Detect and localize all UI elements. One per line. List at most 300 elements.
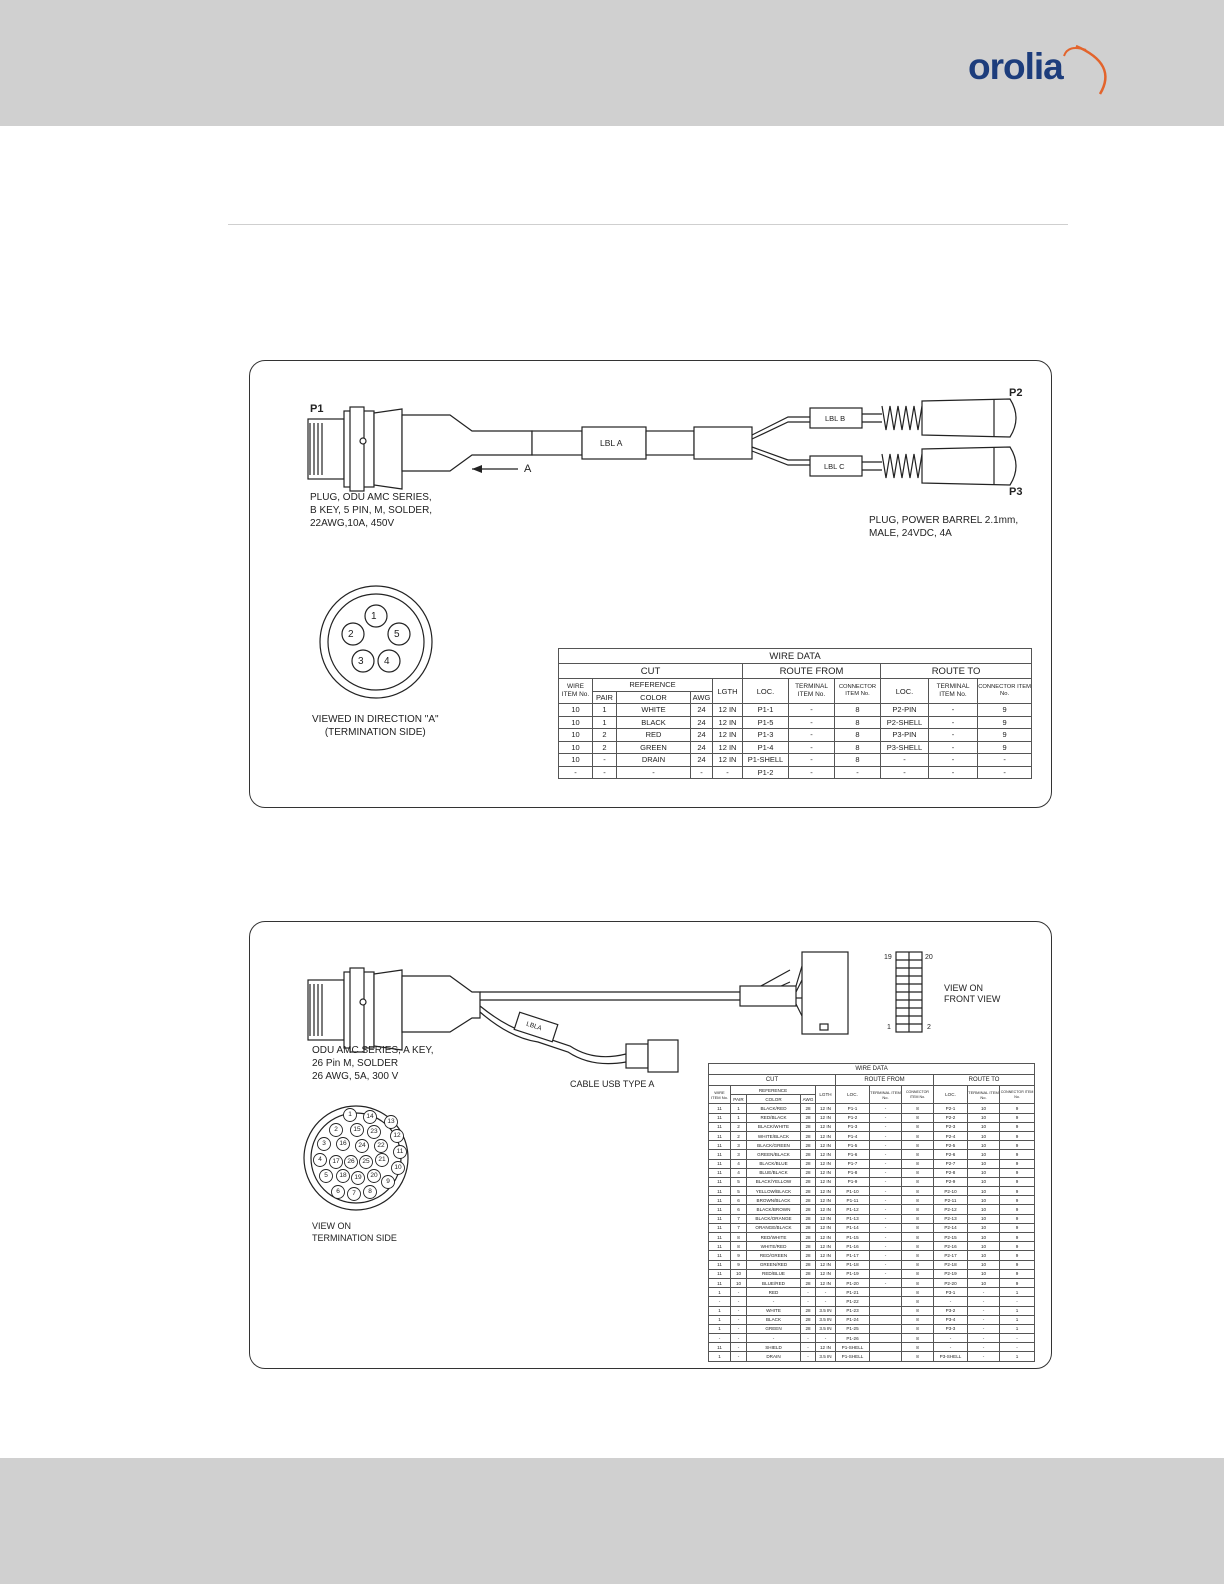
table-row (709, 1334, 1035, 1343)
table-cell: 10 (968, 1131, 1000, 1140)
table-cell: 8 (835, 741, 881, 754)
wire-item-header-2: WIRE ITEM No. (709, 1086, 731, 1104)
table-cell: 8 (902, 1177, 934, 1186)
table-row (709, 1122, 1035, 1131)
logo-swoosh-icon (968, 40, 1118, 100)
table-cell: P1-4 (836, 1131, 870, 1140)
table-cell: - (870, 1269, 902, 1278)
table-cell: P1-10 (836, 1187, 870, 1196)
table-row (709, 1269, 1035, 1278)
table-cell: 11 (709, 1122, 731, 1131)
table-cell: - (870, 1223, 902, 1232)
table-row (559, 766, 1032, 779)
table-cell: - (870, 1168, 902, 1177)
terminal-from-header: TERMINAL ITEM No. (789, 679, 835, 704)
table-cell: - (789, 716, 835, 729)
table-row (709, 1196, 1035, 1205)
table-cell: 8 (902, 1214, 934, 1223)
table-cell: 9 (1000, 1113, 1035, 1122)
pin-20-label: 20 (925, 954, 933, 961)
route-from-header-2: ROUTE FROM (836, 1075, 934, 1086)
table-cell: - (934, 1334, 968, 1343)
table-cell: 3 (731, 1150, 747, 1159)
table-cell: 28 (801, 1122, 816, 1131)
table-cell: 4 (731, 1159, 747, 1168)
table-cell: P2-12 (934, 1205, 968, 1214)
table-cell: 8 (835, 729, 881, 742)
table-cell: 12 IN (713, 754, 743, 767)
table-cell: - (713, 766, 743, 779)
table-cell: 24 (691, 754, 713, 767)
connector-to-header-2: CONNECTOR ITEM No. (1000, 1086, 1035, 1104)
table-row (709, 1223, 1035, 1232)
table-cell: P2-20 (934, 1278, 968, 1287)
table-cell: 9 (1000, 1269, 1035, 1278)
table-cell: 24 (691, 704, 713, 717)
table-row (709, 1177, 1035, 1186)
pin-1-label: 1 (371, 611, 377, 622)
table-cell: 1 (709, 1288, 731, 1297)
table-cell: 24 (691, 729, 713, 742)
pin-number-label: 9 (386, 1178, 390, 1185)
table-cell: 8 (835, 704, 881, 717)
table-cell: P1-15 (836, 1233, 870, 1242)
pin-number-label: 22 (377, 1142, 385, 1149)
table-cell: 1 (1000, 1324, 1035, 1333)
wire-data-title: WIRE DATA (559, 649, 1032, 664)
table-cell: 9 (978, 741, 1032, 754)
table-cell: SHIELD (747, 1343, 801, 1352)
table-cell: - (801, 1334, 816, 1343)
table-cell: - (968, 1352, 1000, 1361)
table-cell: P1-18 (836, 1260, 870, 1269)
table-cell: 8 (902, 1196, 934, 1205)
table-cell: 8 (902, 1324, 934, 1333)
table-cell (870, 1343, 902, 1352)
table-cell: GREEN (747, 1324, 801, 1333)
table-cell: P1-24 (836, 1315, 870, 1324)
table-cell: 8 (902, 1150, 934, 1159)
table-cell: 9 (978, 716, 1032, 729)
table-cell: P2-PIN (881, 704, 929, 717)
table-cell: 11 (709, 1141, 731, 1150)
pin-number-label: 2 (334, 1126, 338, 1133)
table-cell: - (881, 754, 929, 767)
table-cell: GREEN/RED (747, 1260, 801, 1269)
table-cell: P2-8 (934, 1168, 968, 1177)
table-cell: 10 (968, 1150, 1000, 1159)
wire-item-header: WIRE ITEM No. (559, 679, 593, 704)
table-cell: 9 (1000, 1214, 1035, 1223)
table-cell: GREEN (617, 741, 691, 754)
loc-from-header-2: LOC. (836, 1086, 870, 1104)
table-cell: 9 (978, 729, 1032, 742)
table-cell: - (870, 1233, 902, 1242)
table-cell: - (709, 1334, 731, 1343)
table-cell: WHITE/BLACK (747, 1131, 801, 1140)
lgth-header-2: LGTH (816, 1086, 836, 1104)
table-cell: 12 IN (816, 1122, 836, 1131)
pin-1-label-2: 1 (887, 1024, 891, 1031)
table-cell: DRAIN (747, 1352, 801, 1361)
table-cell: 8 (902, 1141, 934, 1150)
table-cell: - (870, 1196, 902, 1205)
table-cell: 1 (1000, 1288, 1035, 1297)
table-cell: P1-7 (836, 1159, 870, 1168)
table-cell: 11 (709, 1214, 731, 1223)
table-cell: 24 (691, 716, 713, 729)
table-cell: - (870, 1251, 902, 1260)
table-cell: 8 (902, 1104, 934, 1113)
table-cell: 1 (709, 1306, 731, 1315)
table-cell: 28 (801, 1278, 816, 1287)
table-cell: P2-2 (934, 1113, 968, 1122)
table-cell: - (870, 1187, 902, 1196)
table-cell: 11 (709, 1168, 731, 1177)
table-cell: 12 IN (713, 741, 743, 754)
table-cell: GREEN/BLACK (747, 1150, 801, 1159)
plug-p1-caption: PLUG, ODU AMC SERIES, B KEY, 5 PIN, M, SOLDER, 22AWG,10A, 450V (310, 492, 433, 529)
table-cell: WHITE (617, 704, 691, 717)
table-cell: - (934, 1343, 968, 1352)
table-cell: - (731, 1343, 747, 1352)
table-cell: P1-9 (836, 1177, 870, 1186)
table-cell: 6 (731, 1205, 747, 1214)
table-cell: 10 (968, 1278, 1000, 1287)
table-cell: 12 IN (816, 1141, 836, 1150)
table-cell: 10 (968, 1113, 1000, 1122)
table-cell: 1 (1000, 1352, 1035, 1361)
pin-number-label: 6 (336, 1188, 340, 1195)
table-cell: P1-13 (836, 1214, 870, 1223)
page-header-band (0, 0, 1224, 126)
table-row (709, 1233, 1035, 1242)
table-cell: 10 (968, 1196, 1000, 1205)
table-cell: DRAIN (617, 754, 691, 767)
table-cell: BROWN/BLACK (747, 1196, 801, 1205)
table-cell: - (929, 704, 978, 717)
table-cell: - (617, 766, 691, 779)
table-cell: - (593, 766, 617, 779)
table-cell: 10 (731, 1278, 747, 1287)
connector-to-header: CONNECTOR ITEM No. (978, 679, 1032, 704)
table-cell: - (731, 1334, 747, 1343)
table-cell: 10 (968, 1260, 1000, 1269)
table-cell: 8 (902, 1122, 934, 1131)
table-cell: - (801, 1343, 816, 1352)
table-cell: 28 (801, 1168, 816, 1177)
direction-a-label: A (524, 463, 532, 475)
table-cell: 9 (1000, 1122, 1035, 1131)
table-cell: - (747, 1334, 801, 1343)
table-row (709, 1260, 1035, 1269)
table-cell: P2-11 (934, 1196, 968, 1205)
pin-number-label: 14 (366, 1113, 374, 1120)
table-cell: 9 (731, 1260, 747, 1269)
table-cell: P3-SHELL (934, 1352, 968, 1361)
table-cell: 10 (968, 1187, 1000, 1196)
table-cell (870, 1297, 902, 1306)
table-cell: - (978, 766, 1032, 779)
table-cell: P1-SHELL (836, 1352, 870, 1361)
table-row (709, 1306, 1035, 1315)
table-cell: 8 (731, 1242, 747, 1251)
table-cell: 3.5 IN (816, 1324, 836, 1333)
table-cell: - (929, 754, 978, 767)
table-cell: P2-7 (934, 1159, 968, 1168)
table-cell: P2-18 (934, 1260, 968, 1269)
view-direction-caption: VIEWED IN DIRECTION "A" (TERMINATION SIDE) (312, 714, 439, 738)
awg-header: AWG (691, 691, 713, 704)
table-cell: BLACK/ORANGE (747, 1214, 801, 1223)
table-cell: 12 IN (816, 1214, 836, 1223)
table-row (709, 1214, 1035, 1223)
table-cell: - (1000, 1297, 1035, 1306)
table-cell: 9 (1000, 1104, 1035, 1113)
table-cell: P1-5 (836, 1141, 870, 1150)
table-cell: 28 (801, 1177, 816, 1186)
table-cell: 8 (902, 1242, 934, 1251)
table-cell (870, 1334, 902, 1343)
connector-p2-label: P2 (1009, 387, 1023, 399)
table-cell: 10 (968, 1159, 1000, 1168)
table-cell: RED/BLACK (747, 1113, 801, 1122)
table-cell (870, 1324, 902, 1333)
reference-header-2: REFERENCE (731, 1086, 816, 1095)
table-cell: 12 IN (816, 1104, 836, 1113)
table-cell: - (789, 729, 835, 742)
table-cell: P2-4 (934, 1131, 968, 1140)
table-cell: 12 IN (816, 1242, 836, 1251)
table-cell: - (934, 1297, 968, 1306)
logo-wordmark: orolia (968, 46, 1063, 87)
table-cell: 8 (902, 1343, 934, 1352)
table-cell: 28 (801, 1159, 816, 1168)
table-cell: - (968, 1324, 1000, 1333)
table-cell: WHITE (747, 1306, 801, 1315)
table-cell: 28 (801, 1141, 816, 1150)
pin-number-label: 19 (354, 1174, 362, 1181)
color-header-2: COLOR (747, 1095, 801, 1104)
pin-number-label: 11 (396, 1148, 404, 1155)
table-cell: 8 (835, 754, 881, 767)
table-row (709, 1141, 1035, 1150)
table-cell: - (731, 1306, 747, 1315)
table-cell: P2-1 (934, 1104, 968, 1113)
table-cell: 10 (559, 741, 593, 754)
table-row (709, 1242, 1035, 1251)
table-cell: 1 (731, 1104, 747, 1113)
pin-number-label: 1 (348, 1111, 352, 1118)
table-cell: - (870, 1122, 902, 1131)
table-cell: P1-22 (836, 1297, 870, 1306)
connector-from-header: CONNECTOR ITEM No. (835, 679, 881, 704)
table-cell: 10 (968, 1104, 1000, 1113)
table-cell: 28 (801, 1242, 816, 1251)
table-cell: - (870, 1150, 902, 1159)
table-cell: - (801, 1297, 816, 1306)
table-cell: 9 (1000, 1251, 1035, 1260)
table-cell: - (870, 1113, 902, 1122)
table-cell: 5 (731, 1177, 747, 1186)
pin-number-label: 24 (358, 1142, 366, 1149)
table-cell: 12 IN (816, 1168, 836, 1177)
terminal-to-header-2: TERMINAL ITEM No. (968, 1086, 1000, 1104)
pin-4-label: 4 (384, 656, 390, 667)
table-cell: - (870, 1104, 902, 1113)
table-cell: - (929, 766, 978, 779)
table-cell: 10 (968, 1141, 1000, 1150)
table-cell: 10 (731, 1269, 747, 1278)
table-cell: 28 (801, 1269, 816, 1278)
pin-2-label: 2 (348, 629, 354, 640)
route-to-header-2: ROUTE TO (934, 1075, 1035, 1086)
loc-to-header-2: LOC. (934, 1086, 968, 1104)
table-cell: 8 (902, 1131, 934, 1140)
table-cell: P1-20 (836, 1278, 870, 1287)
cut-header: CUT (559, 664, 743, 679)
table-cell: - (968, 1297, 1000, 1306)
table-cell: 2 (593, 729, 617, 742)
table-cell: P1-25 (836, 1324, 870, 1333)
pin-3-label: 3 (358, 656, 364, 667)
pin-number-label: 12 (393, 1132, 401, 1139)
table-cell: 11 (709, 1205, 731, 1214)
table-cell: - (978, 754, 1032, 767)
pin-number-label: 8 (368, 1188, 372, 1195)
table-cell: 10 (968, 1177, 1000, 1186)
cable-drawing-2 (249, 921, 1052, 1369)
table-cell: RED/BLUE (747, 1269, 801, 1278)
table-cell: 2 (593, 741, 617, 754)
table-row (559, 741, 1032, 754)
pair-header-2: PAIR (731, 1095, 747, 1104)
route-to-header: ROUTE TO (881, 664, 1032, 679)
table-row (709, 1159, 1035, 1168)
termination-side-caption: VIEW ON TERMINATION SIDE (312, 1221, 397, 1243)
wire-data-title-2: WIRE DATA (709, 1064, 1035, 1075)
table-cell: 7 (731, 1214, 747, 1223)
table-cell: - (835, 766, 881, 779)
table-cell: - (870, 1141, 902, 1150)
table-cell: 3.5 IN (816, 1315, 836, 1324)
table-cell: 9 (1000, 1260, 1035, 1269)
table-cell: - (816, 1297, 836, 1306)
pin-number-label: 17 (332, 1158, 340, 1165)
table-cell: 8 (902, 1278, 934, 1287)
table-cell: 8 (902, 1306, 934, 1315)
table-cell: P1-6 (836, 1150, 870, 1159)
table-cell: P3-2 (934, 1306, 968, 1315)
table-cell: - (968, 1288, 1000, 1297)
connector-p1-label: P1 (310, 403, 324, 415)
table-cell: 8 (902, 1269, 934, 1278)
table-cell (870, 1288, 902, 1297)
table-cell: BLACK/BLUE (747, 1159, 801, 1168)
table-cell: 12 IN (816, 1177, 836, 1186)
table-cell: 11 (709, 1159, 731, 1168)
table-cell: 8 (902, 1168, 934, 1177)
table-cell: P1-12 (836, 1205, 870, 1214)
table-cell: 28 (801, 1324, 816, 1333)
table-cell: 3.5 IN (816, 1352, 836, 1361)
table-cell: 6 (731, 1196, 747, 1205)
table-cell: RED/GREEN (747, 1251, 801, 1260)
table-row (709, 1251, 1035, 1260)
table-cell: RED (617, 729, 691, 742)
table-row (709, 1150, 1035, 1159)
table-cell: P1-16 (836, 1242, 870, 1251)
pin-number-label: 16 (339, 1140, 347, 1147)
table-cell: ORANGE/BLACK (747, 1223, 801, 1232)
table-cell: - (801, 1352, 816, 1361)
table-cell: 10 (968, 1205, 1000, 1214)
table-cell: 3.5 IN (816, 1306, 836, 1315)
barrel-plug-caption: PLUG, POWER BARREL 2.1mm, MALE, 24VDC, 4A (869, 515, 1019, 539)
table-cell: 2 (731, 1122, 747, 1131)
odu-plug-caption: ODU AMC SERIES, A KEY, 26 Pin M, SOLDER 26 AWG, 5A, 300 V (312, 1045, 434, 1082)
table-cell: 7 (731, 1223, 747, 1232)
table-cell: P3-4 (934, 1315, 968, 1324)
table-cell: 1 (709, 1352, 731, 1361)
pin-number-label: 4 (318, 1156, 322, 1163)
table-cell: 8 (902, 1260, 934, 1269)
table-cell: 8 (902, 1315, 934, 1324)
table-cell: 9 (1000, 1168, 1035, 1177)
table-cell: - (870, 1260, 902, 1269)
table-cell: 5 (731, 1187, 747, 1196)
pin-19-label: 19 (884, 954, 892, 961)
lgth-header: LGTH (713, 679, 743, 704)
table-row (709, 1205, 1035, 1214)
table-cell: 9 (1000, 1242, 1035, 1251)
table-cell: 11 (709, 1150, 731, 1159)
table-cell: 12 IN (816, 1233, 836, 1242)
wire-data-table-1 (558, 648, 1032, 779)
table-cell: - (816, 1334, 836, 1343)
table-cell: 11 (709, 1104, 731, 1113)
table-cell: P2-19 (934, 1269, 968, 1278)
table-cell: - (968, 1343, 1000, 1352)
table-cell: - (1000, 1334, 1035, 1343)
table-cell: 10 (968, 1269, 1000, 1278)
loc-to-header: LOC. (881, 679, 929, 704)
table-cell: 10 (968, 1242, 1000, 1251)
table-cell: 11 (709, 1269, 731, 1278)
table-cell: - (789, 741, 835, 754)
table-cell: 28 (801, 1306, 816, 1315)
table-cell: P1-19 (836, 1269, 870, 1278)
table-cell: 1 (731, 1113, 747, 1122)
pin-number-label: 18 (339, 1172, 347, 1179)
table-cell: 10 (968, 1233, 1000, 1242)
table-cell: - (731, 1352, 747, 1361)
table-cell: P2-13 (934, 1214, 968, 1223)
table-cell: P1-SHELL (836, 1343, 870, 1352)
pin-number-label: 15 (353, 1126, 361, 1133)
table-cell: 12 IN (816, 1150, 836, 1159)
cable-drawing-1 (249, 360, 1052, 808)
table-cell: - (1000, 1343, 1035, 1352)
table-cell: - (870, 1214, 902, 1223)
table-cell: - (881, 766, 929, 779)
table-cell: 1 (709, 1324, 731, 1333)
table-cell: P1-8 (836, 1168, 870, 1177)
table-cell: 10 (559, 704, 593, 717)
pin-number-label: 26 (347, 1158, 355, 1165)
label-lbl-a: LBL A (600, 438, 623, 448)
table-cell: - (929, 741, 978, 754)
